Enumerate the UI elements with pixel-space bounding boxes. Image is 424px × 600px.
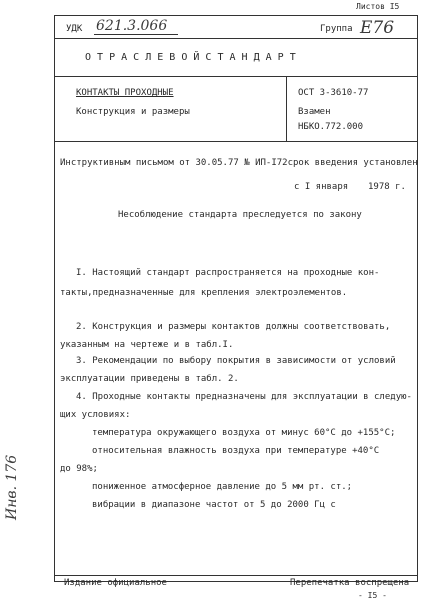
paragraph-2-line-1: 2. Конструкция и размеры контактов должны соответствовать,: [76, 322, 391, 332]
standard-type: О Т Р А С Л Е В О Й С Т А Н Д А Р Т: [85, 52, 296, 63]
group-label: Группа: [320, 24, 353, 34]
effective-date: с I января: [294, 182, 349, 192]
footer-divider: [54, 575, 417, 576]
condition-humidity-line-1: относительная влажность воздуха при температуре +40°С: [92, 446, 380, 456]
standard-code: ОСТ 3-3610-77: [298, 88, 369, 98]
udk-label: УДК: [66, 24, 83, 34]
effective-year: 1978 г.: [368, 182, 406, 192]
condition-humidity-line-2: до 98%;: [60, 464, 98, 474]
replaces-value: НБКО.772.000: [298, 122, 364, 132]
title-bottom-divider: [54, 141, 417, 142]
paragraph-3-line-2: эксплуатации приведены в табл. 2.: [60, 374, 239, 384]
udk-value: 621.3.066: [96, 18, 168, 34]
document-title: КОНТАКТЫ ПРОХОДНЫЕ: [76, 88, 174, 98]
intro-line: Инструктивным письмом от 30.05.77 № ИП-I72срок введения установлен: [60, 158, 418, 168]
paragraph-1-line-2: такты,предназначенные для крепления электроэлементов.: [60, 288, 348, 298]
group-value: Е76: [360, 18, 395, 38]
paragraph-4-line-1: 4. Проходные контакты предназначены для эксплуатации в следую-: [76, 392, 412, 402]
footer-reprint-prohibited: Перепечатка воспрещена: [290, 578, 410, 588]
condition-pressure: пониженное атмосферное давление до 5 мм рт. ст.;: [92, 482, 353, 492]
page-number: - I5 -: [358, 591, 387, 600]
replaces-label: Взамен: [298, 107, 331, 117]
paragraph-1-line-1: I. Настоящий стандарт распространяется на проходные кон-: [76, 268, 380, 278]
page-frame: [54, 15, 418, 582]
paragraph-3-line-1: 3. Рекомендации по выбору покрытия в зависимости от условий: [76, 356, 396, 366]
document-subtitle: Конструкция и размеры: [76, 107, 190, 117]
paragraph-4-line-2: щих условиях:: [60, 410, 131, 420]
title-top-divider: [54, 76, 417, 77]
paragraph-2-line-2: указанным на чертеже и в табл.I.: [60, 340, 234, 350]
inventory-number: Инв. 176: [4, 454, 20, 520]
header-divider: [54, 38, 417, 39]
footer-official-edition: Издание официальное: [64, 578, 167, 588]
condition-temperature: температура окружающего воздуха от минус 60°С до +155°С;: [92, 428, 396, 438]
title-block-separator: [286, 76, 287, 141]
sheets-count: Листов I5: [356, 2, 400, 11]
condition-vibration: вибрации в диапазоне частот от 5 до 2000 Гц с: [92, 500, 336, 510]
law-warning: Несоблюдение стандарта преследуется по закону: [118, 210, 362, 220]
